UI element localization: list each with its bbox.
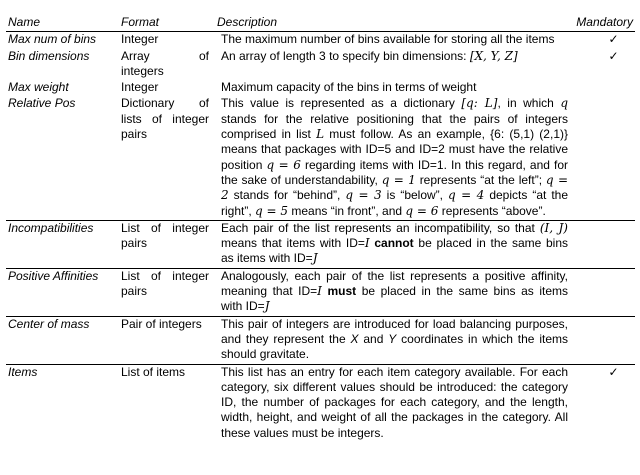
table-row [6,80,635,96]
row-format: Dictionary of lists of integer pairs [119,96,215,220]
row-format: Pair of integers [119,316,215,364]
mandatory-cell [570,80,635,96]
row-name: Positive Affinities [6,268,119,316]
table-row [6,32,635,49]
row-name: Max weight [8,80,69,95]
header-name: Name [6,15,119,32]
row-description: Each pair of the list represents an incompatibility, so that (I, J) means that items with ID=I cannot be placed in the same bins as items with ID=J [215,220,570,268]
row-format: List of integer pairs [119,220,215,268]
row-format: List of integer pairs [119,268,215,316]
row-description: The maximum number of bins available for storing all the items [221,32,555,47]
mandatory-cell [570,96,635,220]
caption-fragment [190,0,450,2]
row-name: Max num of bins [8,32,97,47]
header-description: Description [215,15,570,32]
row-name: Center of mass [6,316,119,364]
table-row [6,49,635,81]
checkmark-icon: ✓ [608,48,619,63]
mandatory-cell [570,220,635,268]
mandatory-cell [570,316,635,364]
row-format: Integer [121,80,159,95]
row-name: Incompatibilities [6,220,119,268]
row-description: Analogously, each pair of the list represents a positive affinity, meaning that ID=I must be placed in the same bins as items with ID=J [215,268,570,316]
mandatory-cell [570,268,635,316]
row-name: Items [8,364,38,379]
table-row [6,220,635,268]
row-name: Relative Pos [6,96,119,220]
row-description: This value is represented as a dictionary [q: L], in which q stands for the relative positioning that the pairs of integers comprised in list L must follow. As an example, {6: (5,1) (2,1)} means that packages with ID=5 and ID=2 must have the relative position q = 6 regarding items with ID=1. In this regard, and for the sake of understandability, q = 1 represents “at the left”; q = 2 stands for “behind”, q = 3 is “below”, q = 4 depicts “at the right”, q = 5 means “in front”, and q = 6 represents “above”. [215,96,570,220]
row-description: This pair of integers are introduced for load balancing purposes, and they represent the X and Y coordinates in which the items should gravitate. [215,316,570,364]
row-format: List of items [121,364,186,379]
row-format: Array of integers [121,48,209,78]
header-mandatory: Mandatory [570,15,635,32]
header-row [6,15,635,32]
checkmark-icon: ✓ [608,364,619,379]
header-format: Format [119,15,215,32]
table-row [6,364,635,442]
checkmark-icon: ✓ [608,32,619,47]
row-name: Bin dimensions [8,48,90,63]
row-format: Integer [121,32,159,47]
table-row [6,96,635,220]
table-row [6,316,635,364]
row-description: This list has an entry for each item category available. For each category, six different values should be introduced: the category ID, the number of packages for each category, and the length, width, height, and weight of all the packages in the category. All these values must be integers. [221,364,568,440]
row-description: An array of length 3 to specify bin dimensions: [X, Y, Z] [221,48,518,63]
parameters-table [6,15,635,442]
row-description: Maximum capacity of the bins in terms of weight [221,80,477,95]
table-row [6,268,635,316]
